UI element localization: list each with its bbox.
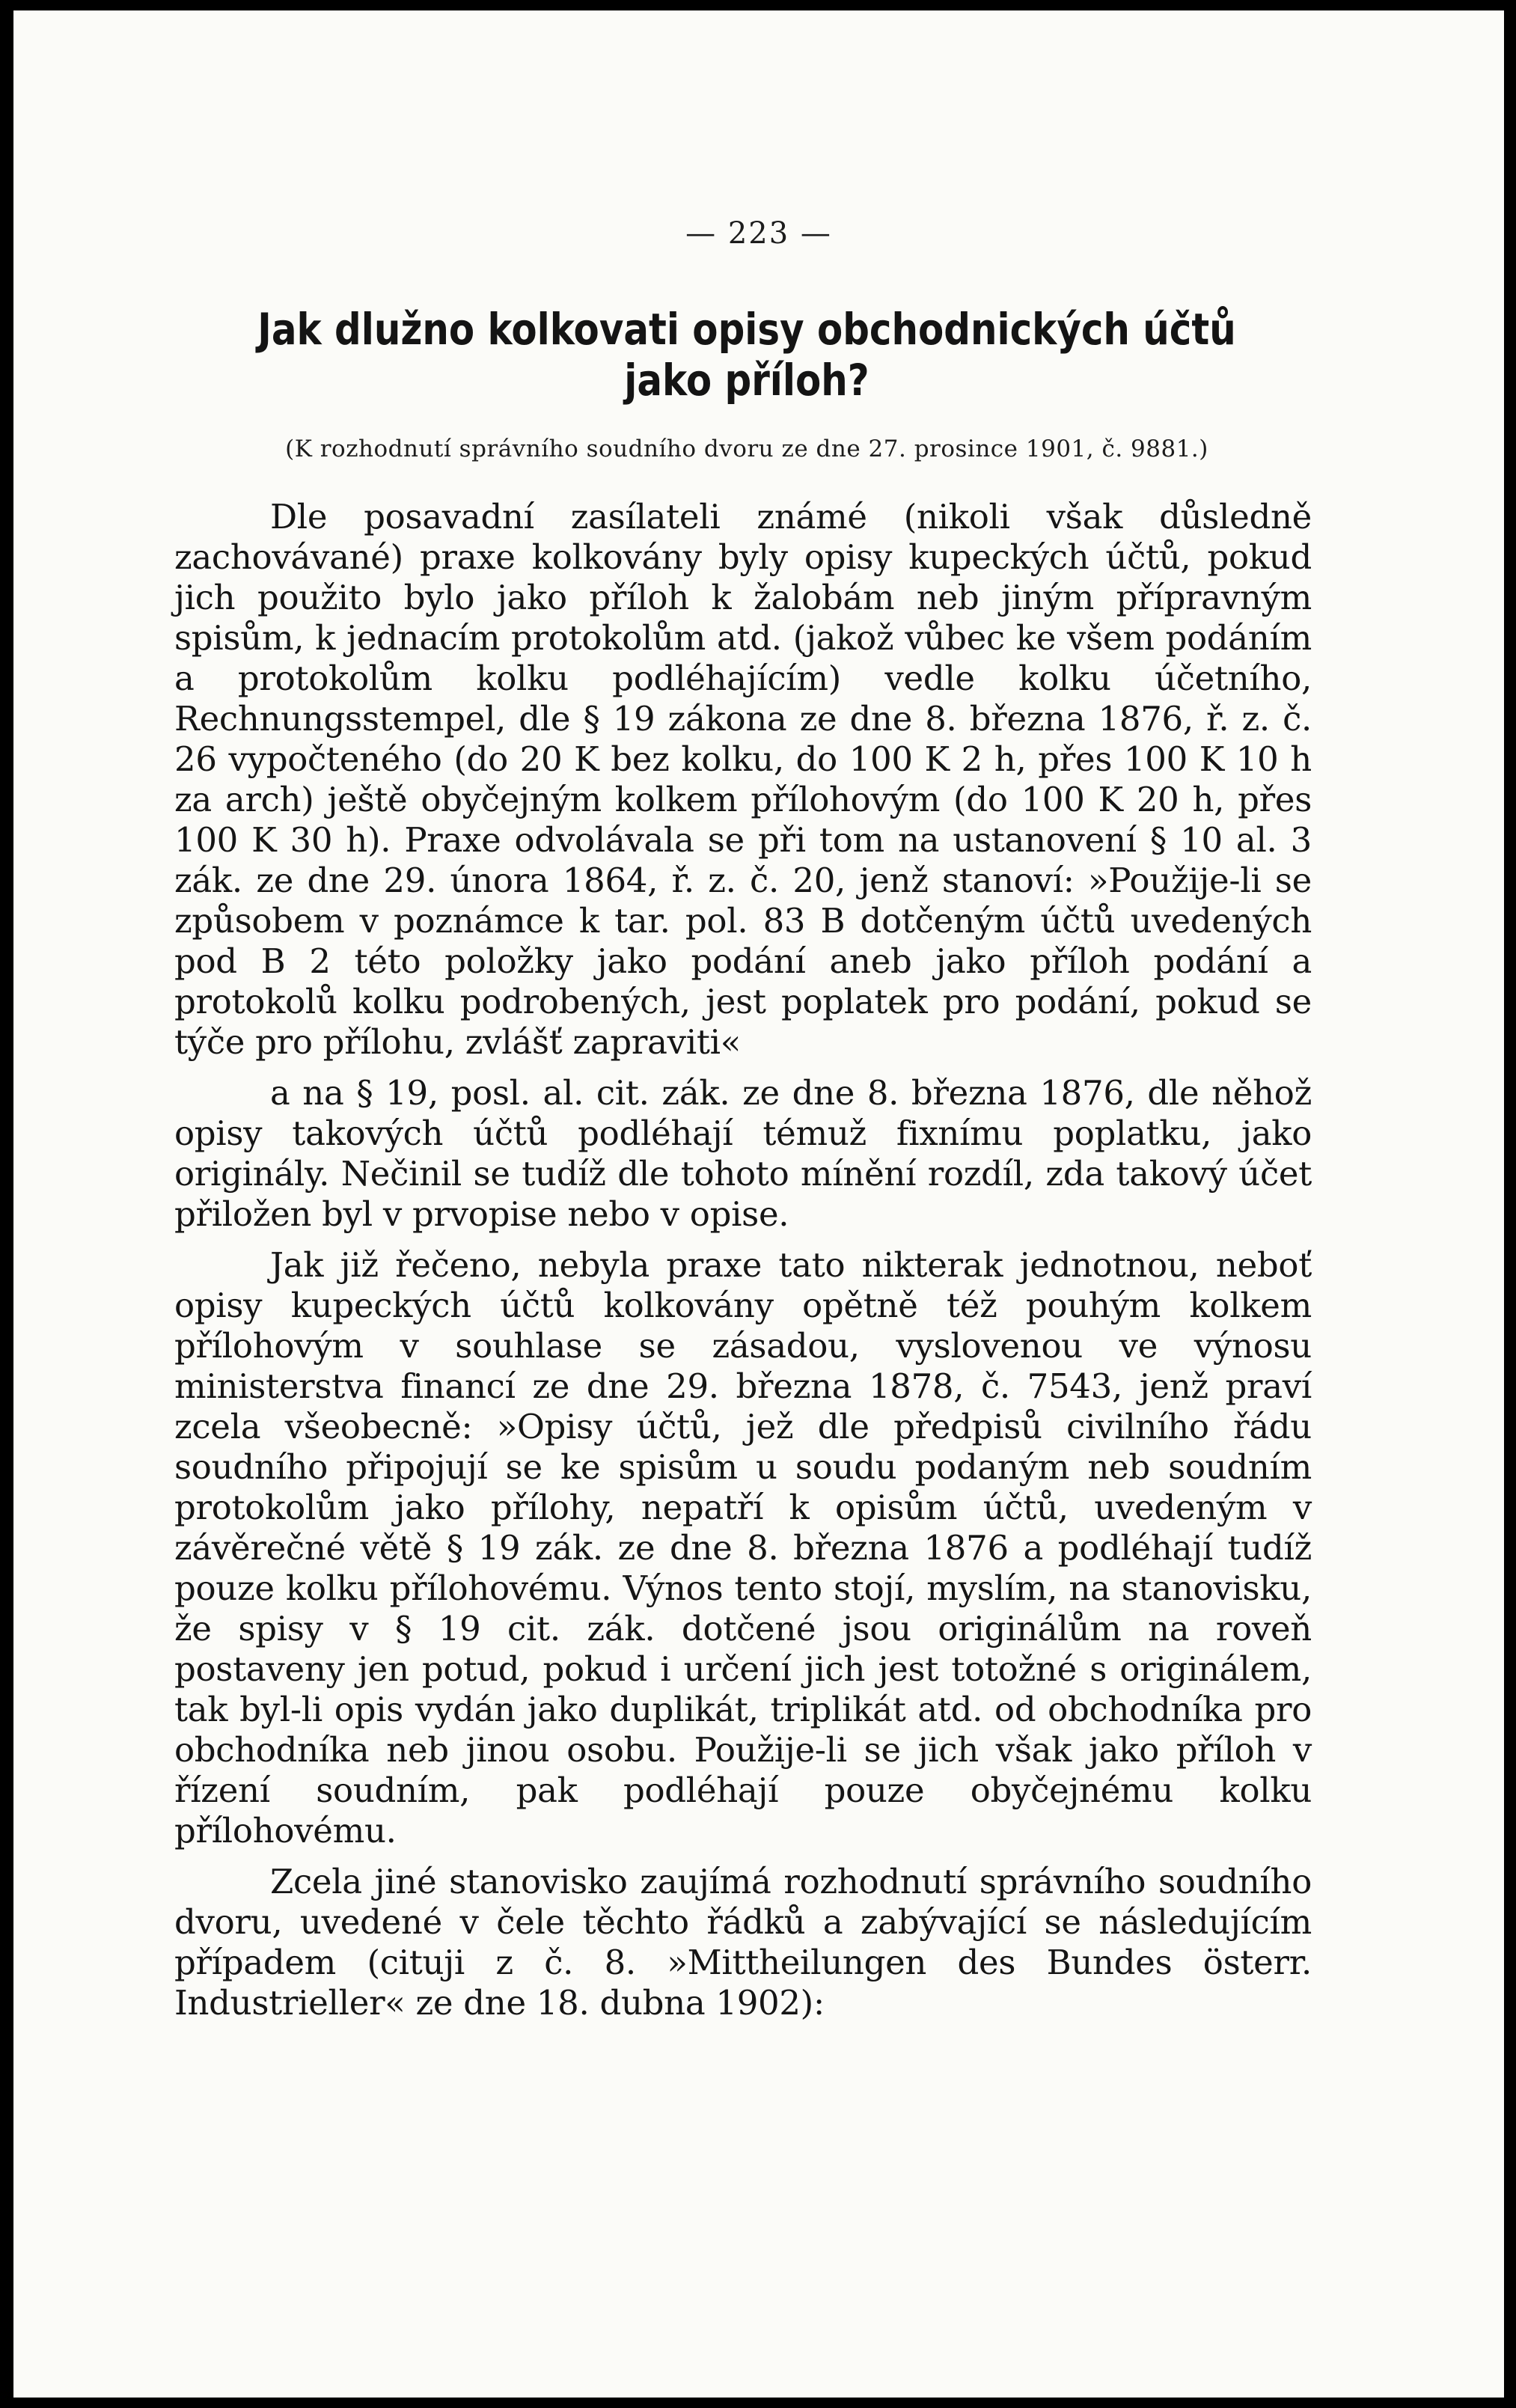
paragraph: Jak již řečeno, nebyla praxe tato nikterak jednotnou, neboť opisy kupeckých účtů kolkovány opětně též pouhým kolkem přílohovým v souhlase se zásadou, vyslovenou ve výnosu ministerstva financí ze dne 29. března 1878, č. 7543, jenž praví zcela všeobecně: »Opisy účtů, jež dle předpisů civilního řádu soudního připojují se ke spisům u soudu podaným neb soudním protokolům jako přílohy, nepatří k opisům účtů, uvedeným v závěrečné větě § 19 zák. ze dne 8. března 1876 a podléhají tudíž pouze kolku přílohovému. Výnos tento stojí, myslím, na stanovisku, že spisy v § 19 cit. zák. dotčené jsou originálům na roveň postaveny jen potud, pokud i určení jich jest totožné s originálem, tak byl-li opis vydán jako duplikát, triplikát atd. od obchodníka pro obchodníka neb jinou osobu. Použije-li se jich však jako příloh v řízení soudním, pak podléhají pouze obyčejnému kolku přílohovému. <box>174 1245 1312 1851</box>
article-subtitle: (K rozhodnutí správního soudního dvoru ze dne 27. prosince 1901, č. 9881.) <box>285 436 1208 462</box>
page-number: — 223 — <box>685 216 832 251</box>
paragraph: a na § 19, posl. al. cit. zák. ze dne 8. března 1876, dle něhož opisy takových účtů podléhají témuž fixnímu poplatku, jako originály. Nečinil se tudíž dle tohoto mínění rozdíl, zda takový účet přiložen byl v prvopise nebo v opise. <box>174 1073 1312 1234</box>
paragraph: Dle posavadní zasílateli známé (nikoli však důsledně zachovávané) praxe kolkovány byly opisy kupeckých účtů, pokud jich použito bylo jako příloh k žalobám neb jiným přípravným spisům, k jednacím protokolům atd. (jakož vůbec ke všem podáním a protokolům kolku podléhajícím) vedle kolku účetního, Rechnungsstempel, dle § 19 zákona ze dne 8. března 1876, ř. z. č. 26 vypočteného (do 20 K bez kolku, do 100 K 2 h, přes 100 K 10 h za arch) ještě obyčejným kolkem přílohovým (do 100 K 20 h, přes 100 K 30 h). Praxe odvolávala se při tom na ustanovení § 10 al. 3 zák. ze dne 29. února 1864, ř. z. č. 20, jenž stanoví: »Použije-li se způsobem v poznámce k tar. pol. 83 B dotčeným účtů uvedených pod B 2 této položky jako podání aneb jako příloh podání a protokolů kolku podrobených, jest poplatek pro podání, pokud se týče pro přílohu, zvlášť zapraviti« <box>174 497 1312 1062</box>
article-body <box>174 497 1312 2034</box>
document-page <box>13 10 1504 2398</box>
article-title: Jak dlužno kolkovati opisy obchodnických účtů jako příloh? <box>257 304 1236 406</box>
paragraph: Zcela jiné stanovisko zaujímá rozhodnutí správního soudního dvoru, uvedené v čele těchto řádků a zabývající se následujícím případem (cituji z č. 8. »Mittheilungen des Bundes österr. Industrieller« ze dne 18. dubna 1902): <box>174 1862 1312 2023</box>
